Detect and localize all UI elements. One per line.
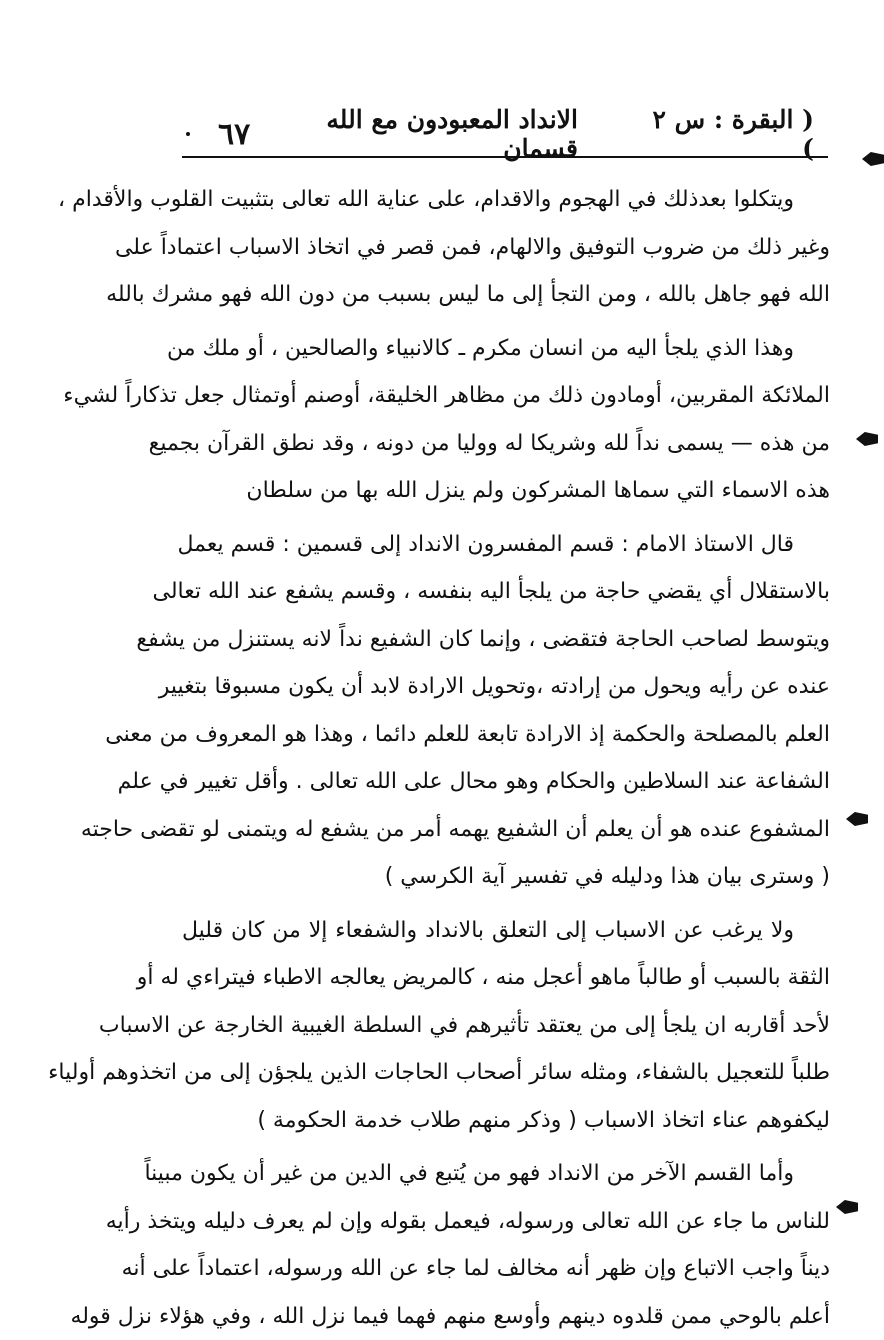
text-line: الملائكة المقربين، أومادون ذلك من مظاهر الخليقة، أوصنم أوتمثال جعل تذكاراً لشيء xyxy=(182,372,830,420)
margin-mark xyxy=(856,432,878,446)
text-line: ويتكلوا بعدذلك في الهجوم والاقدام، على عناية الله تعالى بتثبيت القلوب والأقدام ، xyxy=(182,176,830,224)
header-rule xyxy=(182,156,828,158)
margin-mark xyxy=(862,152,884,166)
text-line: الثقة بالسبب أو طالباً ماهو أعجل منه ، كالمريض يعالجه الاطباء فيتراءي له أو xyxy=(182,954,830,1002)
paragraph xyxy=(182,176,830,319)
text-line: المشفوع عنده هو أن يعلم أن الشفيع يهمه أمر من يشفع له ويتمنى لو تقضى حاجته xyxy=(182,806,830,854)
text-line: قال الاستاذ الامام : قسم المفسرون الانداد إلى قسمين : قسم يعمل xyxy=(182,521,830,569)
section-title: الانداد المعبودون مع الله قسمان xyxy=(250,105,578,163)
text-line: أعلم بالوحي ممن قلدوه دينهم وأوسع منهم فهما فيما نزل الله ، وفي هؤلاء نزل قوله xyxy=(182,1293,830,1340)
paragraph xyxy=(182,521,830,901)
paragraph xyxy=(182,325,830,515)
text-line: للناس ما جاء عن الله تعالى ورسوله، فيعمل بقوله وإن لم يعرف دليله ويتخذ رأيه xyxy=(182,1198,830,1246)
text-line: الله فهو جاهل بالله ، ومن التجأ إلى ما ليس بسبب من دون الله فهو مشرك بالله xyxy=(182,271,830,319)
text-line: بالاستقلال أي يقضي حاجة من يلجأ اليه بنفسه ، وقسم يشفع عند الله تعالى xyxy=(182,568,830,616)
text-line: طلباً للتعجيل بالشفاء، ومثله سائر أصحاب الحاجات الذين يلجؤن إلى من اتخذوهم أولياء xyxy=(182,1049,830,1097)
text-line: وغير ذلك من ضروب التوفيق والالهام، فمن قصر في اتخاذ الاسباب اعتماداً على xyxy=(182,224,830,272)
text-line: ديناً واجب الاتباع وإن ظهر أنه مخالف لما جاء عن الله ورسوله، اعتماداً على أنه xyxy=(182,1245,830,1293)
text-line: الشفاعة عند السلاطين والحكام وهو محال على الله تعالى . وأقل تغيير في علم xyxy=(182,758,830,806)
margin-mark xyxy=(836,1200,858,1214)
text-line: ويتوسط لصاحب الحاجة فتقضى ، وإنما كان الشفيع نداً لانه يستنزل من يشفع xyxy=(182,616,830,664)
text-line: عنده عن رأيه ويحول من إرادته ،وتحويل الارادة لابد أن يكون مسبوقا بتغيير xyxy=(182,663,830,711)
text-line: لأحد أقاربه ان يلجأ إلى من يعتقد تأثيرهم في السلطة الغيبية الخارجة عن الاسباب xyxy=(182,1002,830,1050)
text-line: ولا يرغب عن الاسباب إلى التعلق بالانداد والشفعاء إلا من كان قليل xyxy=(182,907,830,955)
sura-reference: ( البقرة : س ٢ ) xyxy=(636,105,814,163)
body-text xyxy=(182,176,830,1340)
page-number: ٦٧ xyxy=(218,117,250,152)
text-line: وهذا الذي يلجأ اليه من انسان مكرم ـ كالانبياء والصالحين ، أو ملك من xyxy=(182,325,830,373)
text-line: ليكفوهم عناء اتخاذ الاسباب ( وذكر منهم طلاب خدمة الحكومة ) xyxy=(182,1097,830,1145)
text-line: العلم بالمصلحة والحكمة إذ الارادة تابعة للعلم دائما ، وهذا هو المعروف من معنى xyxy=(182,711,830,759)
paragraph xyxy=(182,907,830,1145)
text-line: هذه الاسماء التي سماها المشركون ولم ينزل الله بها من سلطان xyxy=(182,467,830,515)
text-line: ( وسترى بيان هذا ودليله في تفسير آية الكرسي ) xyxy=(182,853,830,901)
page-header xyxy=(178,112,818,156)
margin-mark xyxy=(846,812,868,826)
paragraph xyxy=(182,1150,830,1340)
text-line: وأما القسم الآخر من الانداد فهو من يُتبع في الدين من غير أن يكون مبيناً xyxy=(182,1150,830,1198)
text-line: من هذه — يسمى نداً لله وشريكا له ووليا من دونه ، وقد نطق القرآن بجميع xyxy=(182,420,830,468)
